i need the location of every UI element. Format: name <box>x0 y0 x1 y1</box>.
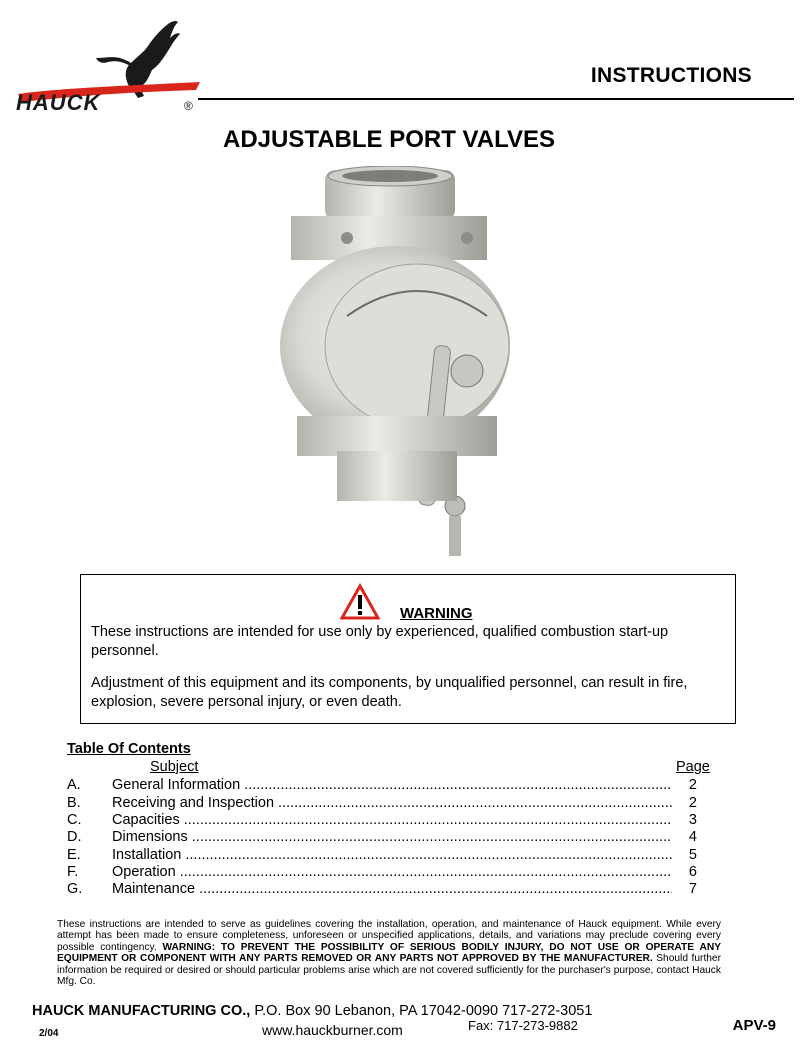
revision-date: 2/04 <box>39 1028 59 1039</box>
toc-letter: A. <box>67 777 81 793</box>
warning-paragraph: Adjustment of this equipment and its components, by unqualified personnel, can result in fire, explosion, severe personal injury, or even death. <box>91 675 688 710</box>
toc-entry <box>67 776 712 794</box>
valve-photo <box>277 166 517 561</box>
toc-page-number: 7 <box>688 881 697 897</box>
fax-number: Fax: 717-273-9882 <box>468 1018 578 1033</box>
disclaimer-intro: These instructions are intended to serve as guidelines covering the installation, operation, and maintenance of Hauck equipment. While every attempt has been made to ensure completeness, unforeseen or unspecified applications, details, and variations may preclude covering every possible contingency. <box>57 919 721 953</box>
toc-page-number: 4 <box>688 829 697 845</box>
toc-page-number: 2 <box>688 777 697 793</box>
registered-mark: ® <box>184 99 193 113</box>
website-link[interactable]: www.hauckburner.com <box>262 1022 403 1038</box>
toc-letter: D. <box>67 829 82 845</box>
toc-letter: E. <box>67 847 81 863</box>
toc-subject: Operation ..... <box>112 863 672 881</box>
disclaimer <box>57 919 721 987</box>
footer-company <box>32 1003 592 1019</box>
toc-subject: Receiving and Inspection ..... <box>112 794 672 812</box>
toc-entry <box>67 846 712 864</box>
toc-letter: C. <box>67 812 82 828</box>
brand-wordmark: HAUCK <box>16 90 101 113</box>
toc-subject: Maintenance ..... <box>112 880 672 898</box>
toc-subject: Dimensions ..... <box>112 828 672 846</box>
warning-paragraph: These instructions are intended for use only by experienced, qualified combustion start-up personnel. <box>91 624 669 659</box>
toc-subject: General Information ..... <box>112 776 672 794</box>
toc-subject-header: Subject <box>150 759 199 775</box>
toc-subject: Installation ..... <box>112 846 672 864</box>
disclaimer-outro: Should further information be required or desired or should particular problems arise which are not covered sufficiently for the purchaser's purpose, contact Hauck Mfg. Co. <box>57 953 721 988</box>
toc-entry <box>67 828 712 846</box>
toc-page-header: Page <box>676 759 710 775</box>
toc-title: Table Of Contents <box>67 741 191 757</box>
toc-letter: G. <box>67 881 83 897</box>
toc-page-number: 5 <box>688 847 697 863</box>
toc-entry <box>67 880 712 898</box>
header-rule <box>198 98 794 100</box>
toc-letter: B. <box>67 795 81 811</box>
toc-subject: Capacities ..... <box>112 811 672 829</box>
document-title: ADJUSTABLE PORT VALVES <box>222 126 556 153</box>
toc-page-number: 3 <box>688 812 697 828</box>
hauck-logo <box>12 18 202 113</box>
company-name: HAUCK MANUFACTURING CO., <box>32 1003 251 1019</box>
warning-box <box>80 574 736 724</box>
company-address: P.O. Box 90 Lebanon, PA 17042-0090 717-272-3051 <box>250 1003 593 1019</box>
toc-entry <box>67 811 712 829</box>
warning-heading: WARNING <box>400 605 473 622</box>
disclaimer-warning: WARNING: TO PREVENT THE POSSIBILITY OF SERIOUS BODILY INJURY, DO NOT USE OR OPERATE ANY EQUIPMENT OR COMPONENT WITH ANY PARTS REMOVED OR ANY PARTS NOT APPROVED BY THE MANUFACTURER. <box>57 941 722 965</box>
document-code: APV-9 <box>732 1017 776 1034</box>
toc-page-number: 2 <box>688 795 697 811</box>
toc-entry <box>67 863 712 881</box>
toc-page-number: 6 <box>688 864 697 880</box>
toc-entry <box>67 794 712 812</box>
section-label: INSTRUCTIONS <box>590 64 752 87</box>
toc-letter: F. <box>67 864 79 880</box>
warning-triangle-icon <box>340 583 380 621</box>
